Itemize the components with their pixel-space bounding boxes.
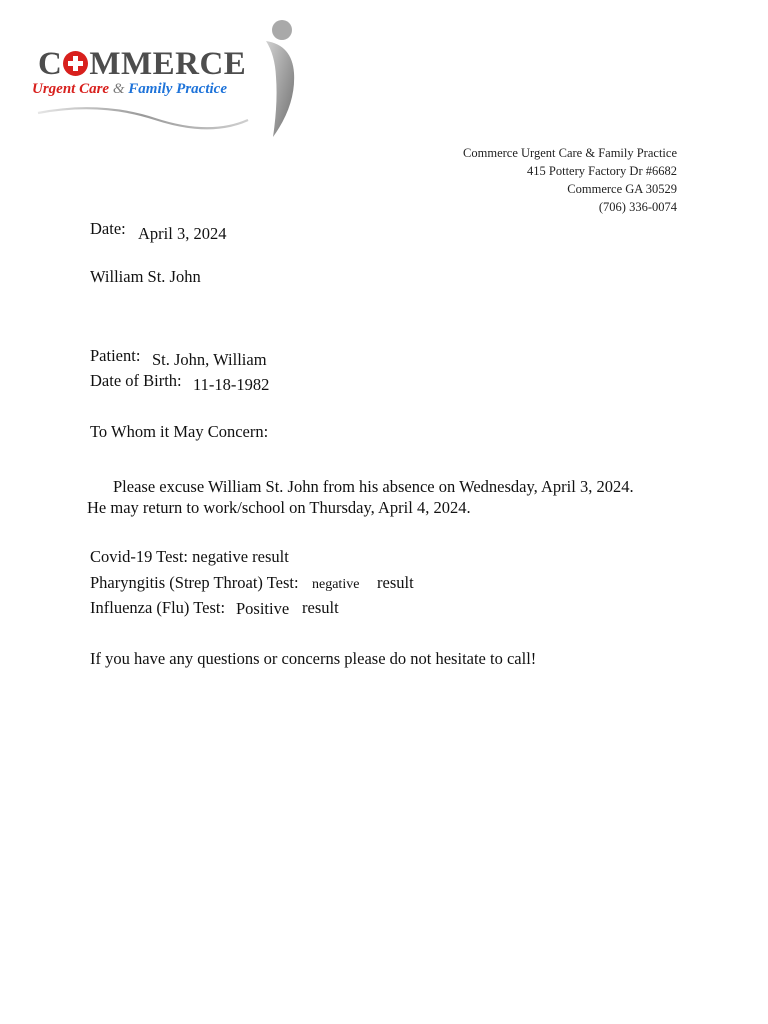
clinic-city-line: Commerce GA 30529	[567, 182, 677, 196]
logo-urgent-care: Urgent Care	[32, 81, 110, 97]
flu-test-label: Influenza (Flu) Test:	[90, 598, 226, 617]
excuse-line-1: Please excuse William St. John from his absence on Wednesday, April 3, 2024.	[113, 477, 634, 496]
patient-value: St. John, William	[152, 350, 267, 369]
flu-test-value: Positive	[236, 599, 290, 618]
logo-ampersand: &	[112, 81, 125, 97]
logo-swoosh-graphic	[30, 15, 310, 145]
date-label: Date:	[90, 219, 126, 238]
clinic-name-line: Commerce Urgent Care & Family Practice	[463, 146, 677, 160]
clinic-street-line: 415 Pottery Factory Dr #6682	[527, 164, 677, 178]
recipient-name: William St. John	[90, 267, 201, 286]
clinic-phone-line: (706) 336-0074	[598, 200, 677, 214]
strep-test-suffix: result	[377, 573, 414, 592]
closing-line: If you have any questions or concerns please do not hesitate to call!	[90, 649, 537, 668]
excuse-line-2: He may return to work/school on Thursday, April 4, 2024.	[87, 498, 471, 517]
logo-family-practice: Family Practice	[128, 81, 227, 97]
logo-letter-c: C	[38, 46, 63, 82]
strep-test-value: negative	[312, 577, 360, 592]
flu-test-suffix: result	[302, 598, 339, 617]
patient-label: Patient:	[90, 346, 141, 365]
dob-label: Date of Birth:	[90, 371, 182, 390]
covid-test-result: Covid-19 Test: negative result	[90, 547, 289, 566]
dob-value: 11-18-1982	[193, 375, 270, 394]
logo-letters-mmerce: MMERCE	[89, 46, 247, 82]
date-value: April 3, 2024	[138, 224, 227, 243]
salutation: To Whom it May Concern:	[90, 422, 269, 441]
strep-test-label: Pharyngitis (Strep Throat) Test:	[90, 573, 299, 592]
